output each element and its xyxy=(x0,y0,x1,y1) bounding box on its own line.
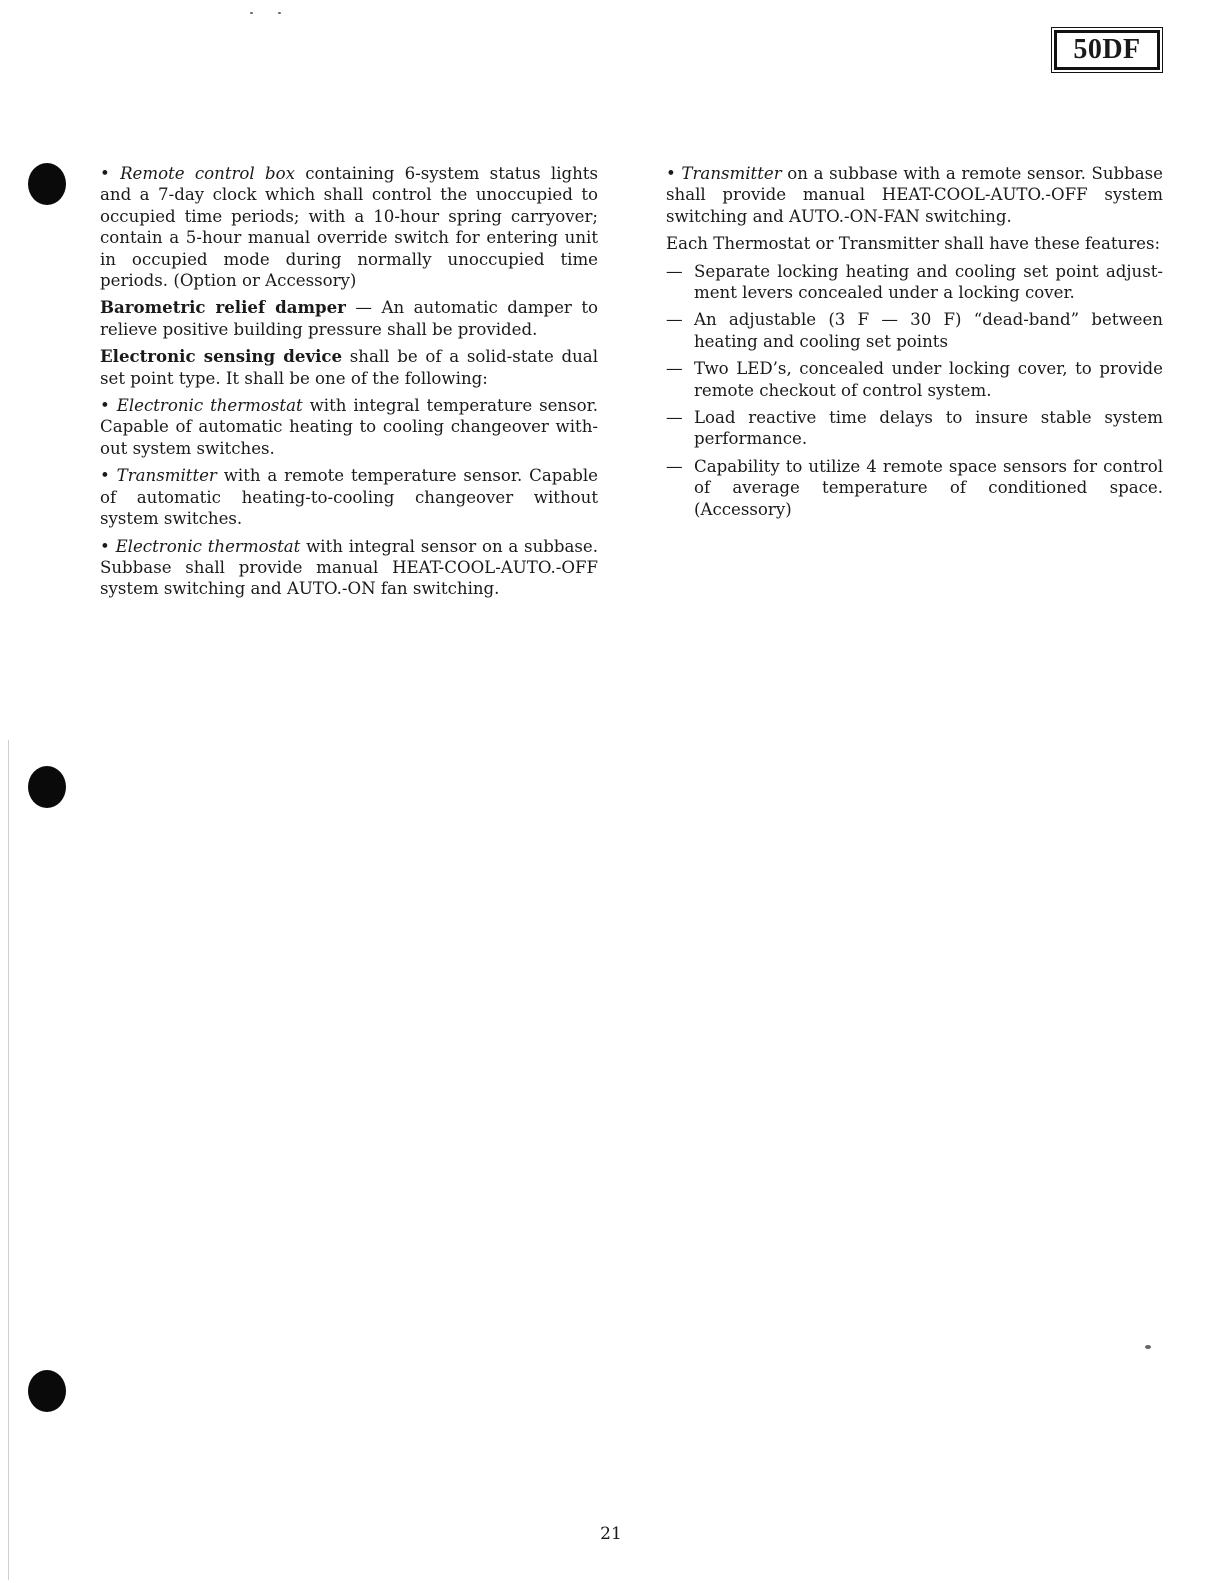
feature-item xyxy=(666,309,1163,352)
punch-hole-middle xyxy=(28,766,66,808)
remote-control-box-text: containing 6-system status lights and a 7-day clock which shall control the unoccupied to occupied time periods; with a 10-hour spring carryover; contain a 5-hour manual override switch for entering unit in occupied mode during normally unoccupied time periods. (Option or Accessory) xyxy=(100,164,598,291)
page-number: 21 xyxy=(600,1524,622,1544)
model-code-box: 50DF xyxy=(1054,30,1160,70)
scan-speck xyxy=(1145,1345,1151,1349)
transmitter-subbase-text: on a subbase with a remote sensor. Subbase shall provide manual HEAT-COOL-AUTO.-OFF system switching and AUTO.-ON-FAN switching. xyxy=(666,164,1164,226)
electronic-thermostat-text: with integral temperature sensor. Capable of automatic heating to cooling changeover with-out system switches. xyxy=(100,396,598,458)
dash-marker: — xyxy=(666,261,683,281)
feature-text: Capability to utilize 4 remote space sensors for control of average temperature of conditioned space. (Accessory) xyxy=(694,456,1163,519)
scan-speck xyxy=(278,12,281,14)
punch-hole-top xyxy=(28,163,66,205)
features-intro: Each Thermostat or Transmitter shall have these features: xyxy=(666,234,1161,254)
left-column xyxy=(100,163,598,606)
feature-text: Two LED’s, concealed under locking cover, to provide remote checkout of control system. xyxy=(694,359,1163,400)
transmitter-subbase-term: Transmitter xyxy=(681,164,782,183)
dash-marker: — xyxy=(666,359,683,379)
barometric-damper-term: Barometric relief damper xyxy=(100,297,346,318)
feature-text: Separate locking heating and cooling set point adjust-ment levers concealed under a locking cover. xyxy=(694,261,1163,303)
remote-control-box-term: Remote control box xyxy=(120,164,295,183)
thermostat-subbase-text: with integral sensor on a subbase. Subbase shall provide manual HEAT-COOL-AUTO.-OFF system switching and AUTO.-ON fan switching. xyxy=(100,536,599,599)
barometric-damper-paragraph xyxy=(100,297,598,340)
electronic-thermostat-paragraph xyxy=(100,395,598,459)
dash-marker: — xyxy=(666,310,683,330)
feature-text: An adjustable (3 F — 30 F) “dead-band” between heating and cooling set points xyxy=(694,310,1163,351)
electronic-thermostat-term: Electronic thermostat xyxy=(116,396,303,416)
scan-speck xyxy=(250,12,253,14)
remote-control-box-paragraph xyxy=(100,163,598,291)
right-column xyxy=(666,163,1163,526)
bullet: • xyxy=(100,396,110,416)
scan-edge-line xyxy=(8,740,9,1580)
sensing-device-term: Electronic sensing device xyxy=(100,346,343,367)
transmitter-text: with a remote temperature sensor. Capable of automatic heating-to-cooling changeover without system switches. xyxy=(100,466,598,529)
transmitter-subbase-paragraph xyxy=(666,163,1163,227)
feature-text: Load reactive time delays to insure stable system performance. xyxy=(694,408,1163,449)
bullet: • xyxy=(100,164,110,183)
barometric-damper-text: — An automatic damper to relieve positive building pressure shall be provided. xyxy=(100,298,598,339)
feature-item xyxy=(666,261,1163,304)
bullet: • xyxy=(666,164,676,183)
sensing-device-text: shall be of a solid-state dual set point type. It shall be one of the following: xyxy=(100,347,598,388)
feature-item xyxy=(666,358,1163,401)
transmitter-term: Transmitter xyxy=(116,466,217,486)
bullet: • xyxy=(100,536,110,556)
sensing-device-paragraph xyxy=(100,346,598,389)
punch-hole-bottom xyxy=(28,1370,66,1412)
dash-marker: — xyxy=(666,408,683,428)
thermostat-subbase-paragraph xyxy=(100,536,598,600)
feature-item xyxy=(666,407,1163,450)
dash-marker: — xyxy=(666,456,683,476)
bullet: • xyxy=(100,466,110,486)
thermostat-subbase-term: Electronic thermostat xyxy=(115,536,301,556)
transmitter-paragraph xyxy=(100,465,598,529)
feature-item xyxy=(666,456,1163,520)
